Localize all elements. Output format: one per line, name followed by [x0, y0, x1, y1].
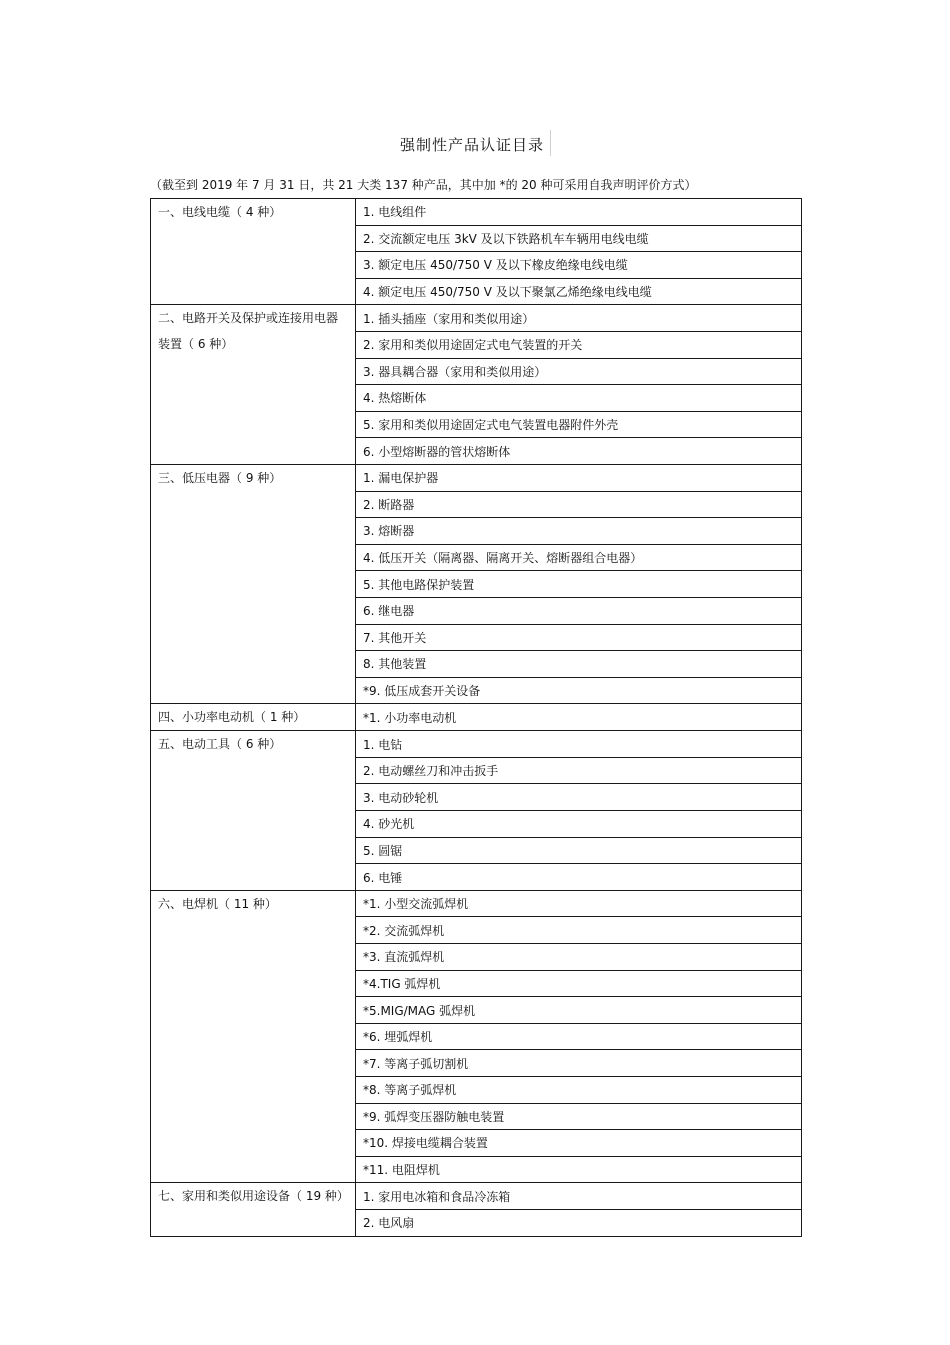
product-item-cell: 4. 低压开关（隔离器、隔离开关、熔断器组合电器） [356, 544, 802, 571]
table-row [151, 199, 802, 226]
table-row [151, 464, 802, 491]
product-item-cell: *7. 等离子弧切割机 [356, 1050, 802, 1077]
product-item-cell: *6. 埋弧焊机 [356, 1023, 802, 1050]
product-item-cell: *3. 直流弧焊机 [356, 944, 802, 971]
table-row [151, 704, 802, 731]
category-cell: 二、电路开关及保护或连接用电器装置（ 6 种） [151, 305, 356, 465]
catalog-body [151, 199, 802, 1237]
category-cell: 六、电焊机（ 11 种） [151, 890, 356, 1183]
product-item-cell: *4.TIG 弧焊机 [356, 970, 802, 997]
category-cell: 一、电线电缆（ 4 种） [151, 199, 356, 305]
product-item-cell: 7. 其他开关 [356, 624, 802, 651]
title-box [395, 130, 551, 156]
product-item-cell: *9. 低压成套开关设备 [356, 677, 802, 704]
product-item-cell: 4. 热熔断体 [356, 385, 802, 412]
category-cell: 五、电动工具（ 6 种） [151, 731, 356, 891]
table-row [151, 1183, 802, 1210]
product-item-cell: 5. 家用和类似用途固定式电气装置电器附件外壳 [356, 411, 802, 438]
product-item-cell: 3. 器具耦合器（家用和类似用途） [356, 358, 802, 385]
product-item-cell: 1. 漏电保护器 [356, 464, 802, 491]
product-item-cell: 3. 熔断器 [356, 518, 802, 545]
product-item-cell: 3. 电动砂轮机 [356, 784, 802, 811]
product-item-cell: 2. 电动螺丝刀和冲击扳手 [356, 757, 802, 784]
category-cell: 四、小功率电动机（ 1 种） [151, 704, 356, 731]
page-title: 强制性产品认证目录 [400, 136, 545, 154]
product-item-cell: 5. 其他电路保护装置 [356, 571, 802, 598]
product-item-cell: 2. 电风扇 [356, 1209, 802, 1236]
product-item-cell: *1. 小型交流弧焊机 [356, 890, 802, 917]
product-item-cell: 6. 小型熔断器的管状熔断体 [356, 438, 802, 465]
product-item-cell: 1. 插头插座（家用和类似用途） [356, 305, 802, 332]
category-cell: 三、低压电器（ 9 种） [151, 464, 356, 703]
product-item-cell: *5.MIG/MAG 弧焊机 [356, 997, 802, 1024]
subtitle-note: （截至到 2019 年 7 月 31 日，共 21 大类 137 种产品，其中加 *的 20 种可采用自我声明评价方式） [150, 178, 697, 192]
product-item-cell: 1. 家用电冰箱和食品冷冻箱 [356, 1183, 802, 1210]
product-item-cell: 1. 电钻 [356, 731, 802, 758]
product-item-cell: 2. 断路器 [356, 491, 802, 518]
table-row [151, 890, 802, 917]
product-item-cell: 4. 砂光机 [356, 811, 802, 838]
product-item-cell: 2. 交流额定电压 3kV 及以下铁路机车车辆用电线电缆 [356, 225, 802, 252]
product-item-cell: 5. 圆锯 [356, 837, 802, 864]
product-item-cell: 6. 继电器 [356, 597, 802, 624]
table-row [151, 731, 802, 758]
catalog-table [150, 198, 802, 1237]
product-item-cell: *1. 小功率电动机 [356, 704, 802, 731]
product-item-cell: *9. 弧焊变压器防触电装置 [356, 1103, 802, 1130]
product-item-cell: *10. 焊接电缆耦合装置 [356, 1130, 802, 1157]
product-item-cell: *11. 电阻焊机 [356, 1156, 802, 1183]
product-item-cell: 2. 家用和类似用途固定式电气装置的开关 [356, 331, 802, 358]
product-item-cell: 6. 电锤 [356, 864, 802, 891]
product-item-cell: 4. 额定电压 450/750 V 及以下聚氯乙烯绝缘电线电缆 [356, 278, 802, 305]
product-item-cell: *8. 等离子弧焊机 [356, 1077, 802, 1104]
product-item-cell: 3. 额定电压 450/750 V 及以下橡皮绝缘电线电缆 [356, 252, 802, 279]
product-item-cell: 8. 其他装置 [356, 651, 802, 678]
product-item-cell: *2. 交流弧焊机 [356, 917, 802, 944]
table-row [151, 305, 802, 332]
category-cell: 七、家用和类似用途设备（ 19 种） [151, 1183, 356, 1236]
product-item-cell: 1. 电线组件 [356, 199, 802, 226]
